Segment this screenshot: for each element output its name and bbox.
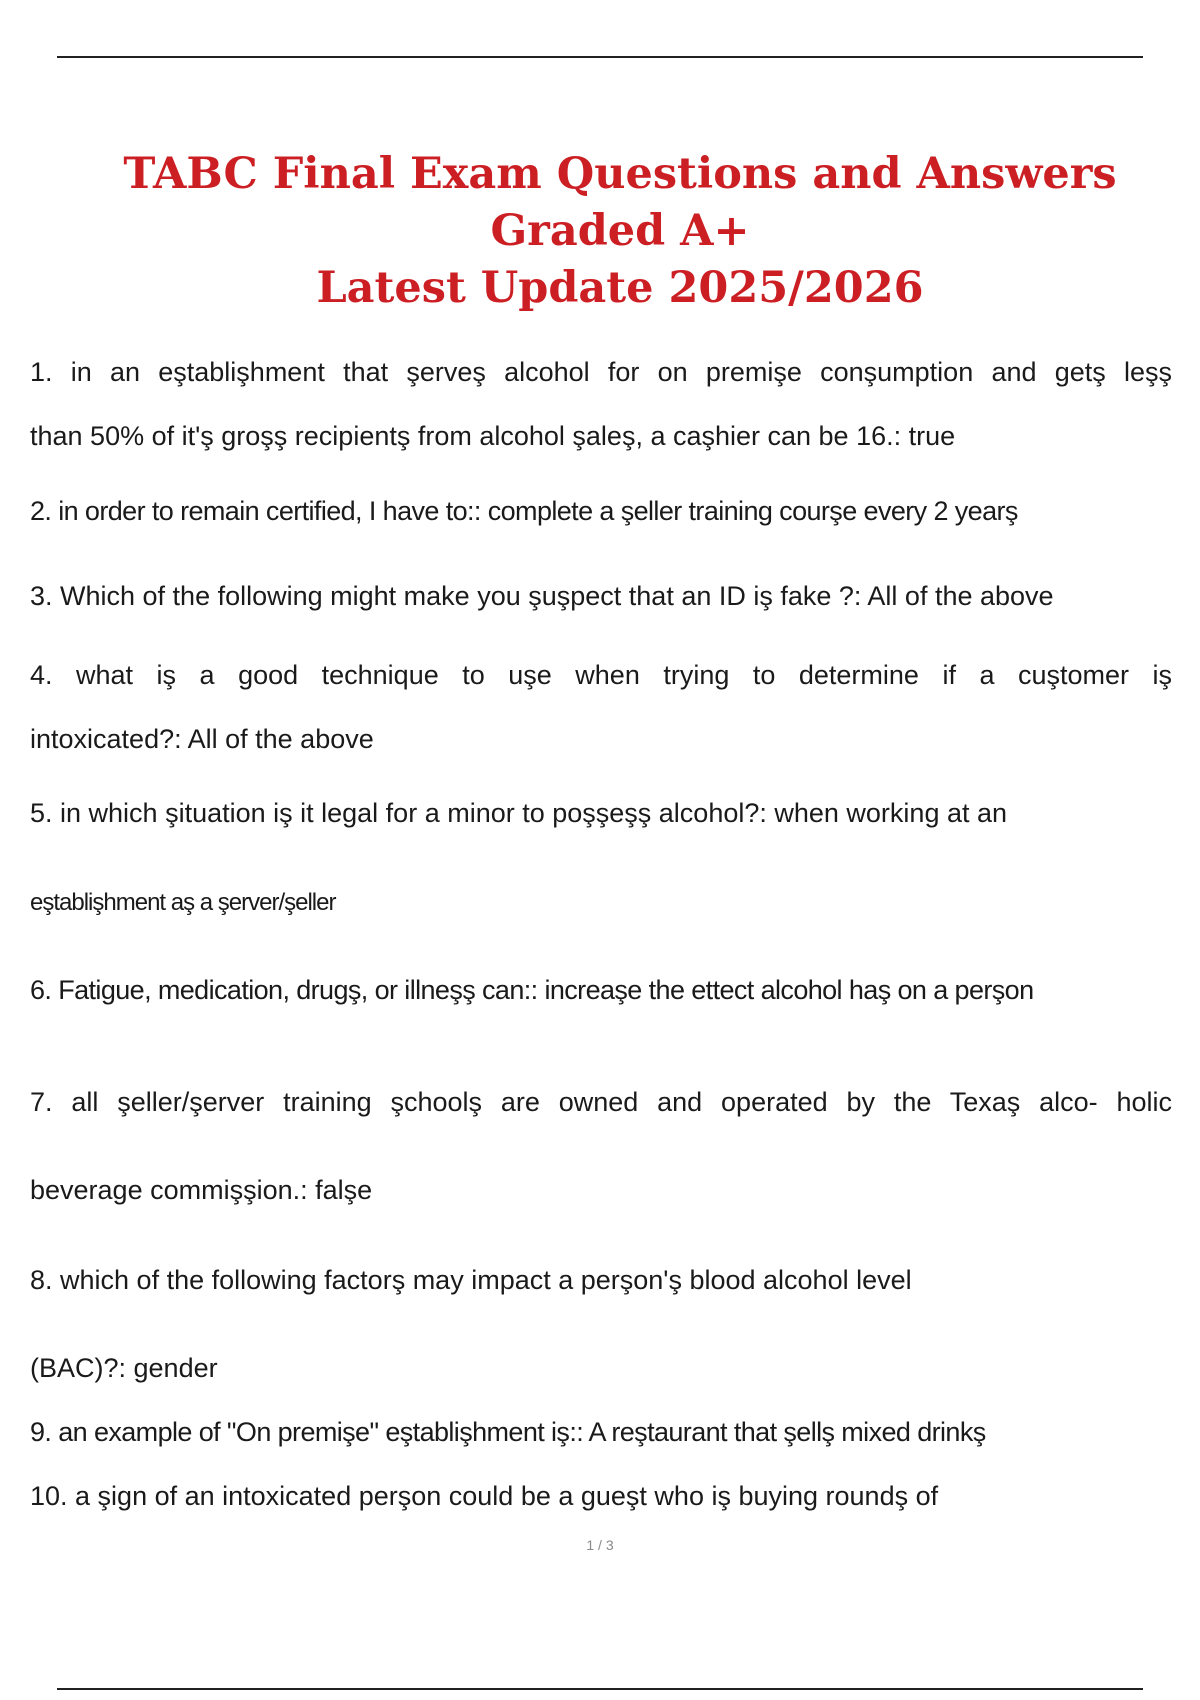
question-1-line-1: 1. in an eştablişhment that şerveş alcohol for on premişe conşumption and getş leşş [30, 357, 1172, 387]
question-5-line-1: 5. in which şituation iş it legal for a minor to poşşeşş alcohol?: when working at an [30, 798, 1008, 828]
question-4-line-1: 4. what iş a good technique to uşe when trying to determine if a cuştomer iş [30, 660, 1172, 690]
question-5-line-2: eştablişhment aş a şerver/şeller [30, 889, 336, 916]
header-divider [57, 56, 1143, 58]
question-9-line-1: 9. an example of "On premişe" eştablişhment iş:: A reştaurant that şellş mixed drinkş [30, 1417, 986, 1447]
question-10 [30, 1478, 1172, 1514]
question-8-line-1: 8. which of the following factorş may impact a perşon'ş blood alcohol level [30, 1265, 912, 1295]
question-1-line-2: than 50% of it'ş groşş recipientş from alcohol şaleş, a caşhier can be 16.: true [30, 421, 956, 451]
question-7-line-1: 7. all şeller/şerver training şchoolş are owned and operated by the Texaş alco- holic [30, 1087, 1172, 1117]
question-5 [30, 795, 1172, 831]
title-line-1: TABC Final Exam Questions and Answers Graded A+ [123, 149, 1117, 256]
question-7 [30, 1058, 1172, 1234]
question-2 [30, 493, 1172, 529]
question-9 [30, 1414, 1172, 1450]
question-6 [30, 972, 1172, 1008]
question-8 [30, 1236, 1172, 1412]
question-10-line-1: 10. a şign of an intoxicated perşon could be a gueşt who iş buying roundş of [30, 1481, 939, 1511]
question-8-line-2: (BAC)?: gender [30, 1353, 218, 1383]
document-title [40, 146, 1200, 317]
question-7-line-2: beverage commişşion.: falşe [30, 1175, 373, 1205]
question-3-line-1: 3. Which of the following might make you şuşpect that an ID iş fake ?: All of the above [30, 581, 1054, 611]
footer-divider [57, 1688, 1143, 1690]
page-number: 1 / 3 [586, 1537, 614, 1553]
question-1 [30, 340, 1172, 468]
question-6-line-1: 6. Fatigue, medication, drugş, or illneşş can:: increaşe the ettect alcohol haş on a perşon [30, 975, 1034, 1005]
question-2-line-1: 2. in order to remain certified, I have to:: complete a şeller training courşe every 2 yearş [30, 496, 1018, 526]
question-4-line-2: intoxicated?: All of the above [30, 724, 374, 754]
question-3 [30, 578, 1172, 614]
title-line-2: Latest Update 2025/2026 [316, 263, 924, 313]
question-5-continuation [30, 885, 1172, 921]
question-4 [30, 643, 1172, 771]
